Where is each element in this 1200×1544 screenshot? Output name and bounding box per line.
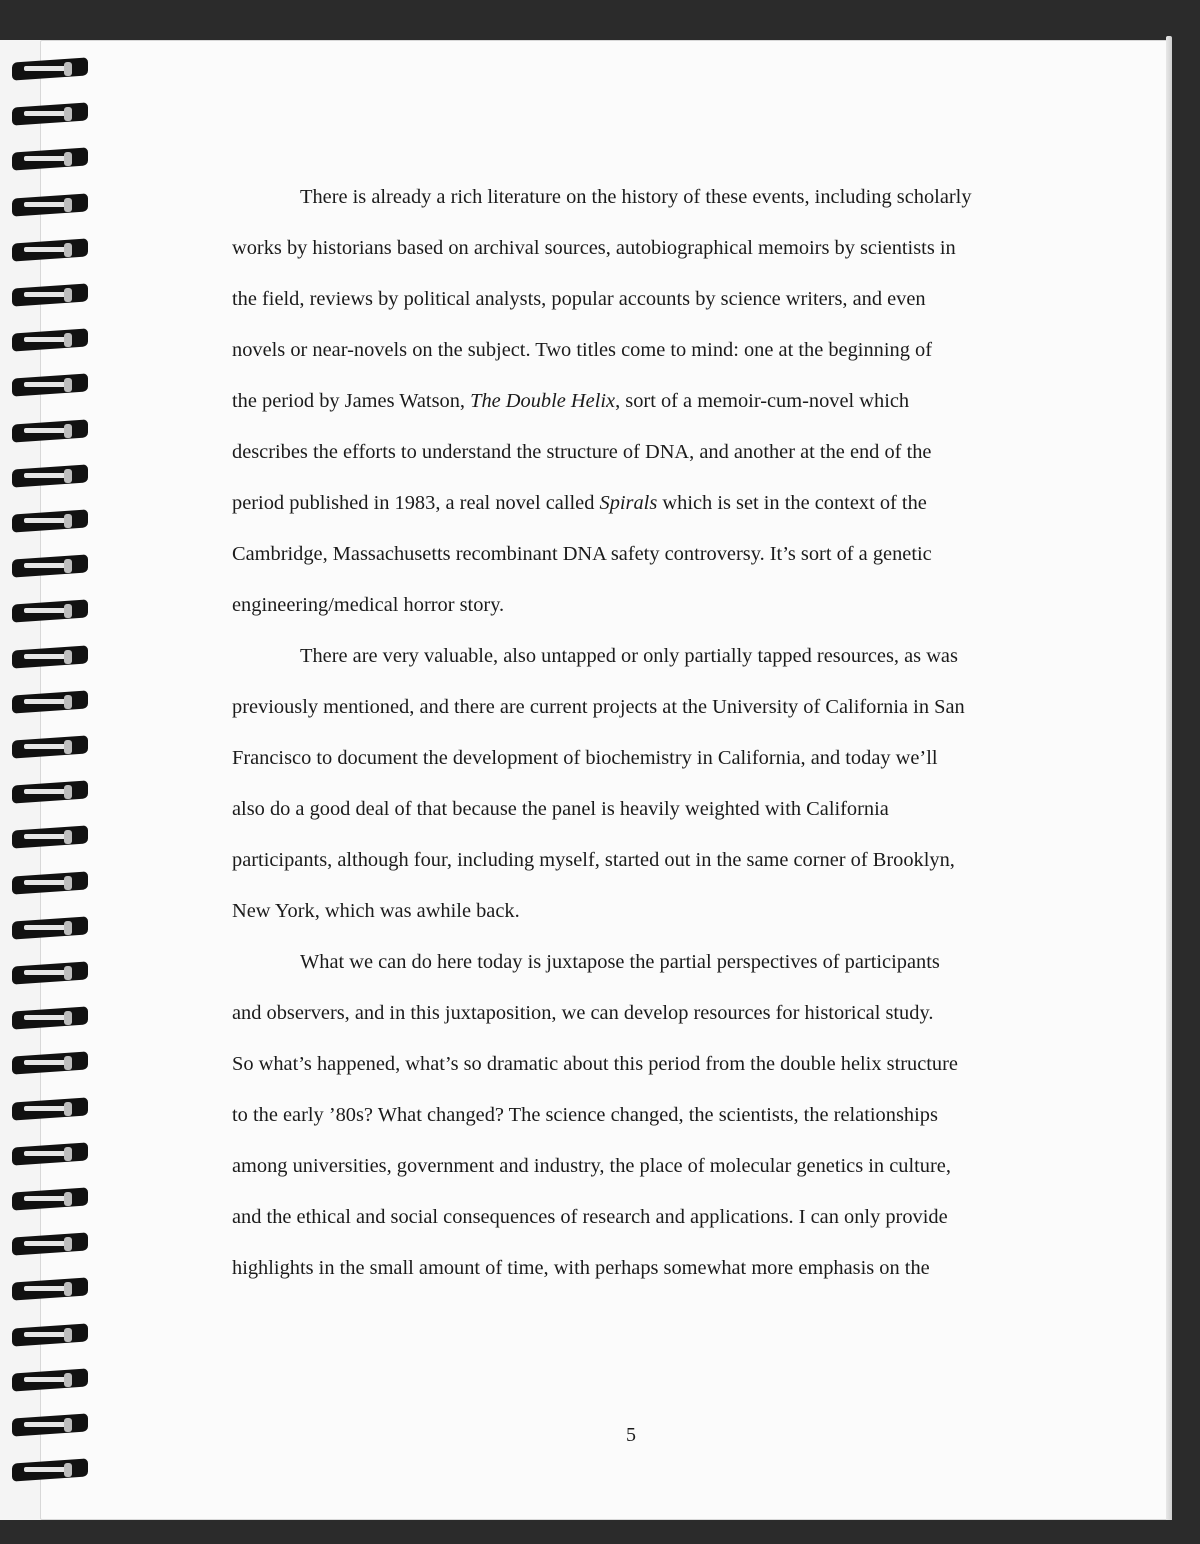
text-line: among universities, government and industry, the place of molecular genetics in culture, bbox=[232, 1155, 951, 1177]
punch-hole bbox=[64, 333, 72, 347]
punch-hole bbox=[64, 152, 72, 166]
text-line: and observers, and in this juxtaposition, we can develop resources for historical study. bbox=[232, 1002, 934, 1024]
punch-hole bbox=[64, 1282, 72, 1296]
binding-coil bbox=[12, 962, 92, 984]
text-line: There are very valuable, also untapped or only partially tapped resources, as was bbox=[300, 645, 958, 667]
punch-hole bbox=[64, 1373, 72, 1387]
punch-hole bbox=[64, 604, 72, 618]
binding-coil bbox=[12, 465, 92, 487]
text-segment: , sort of a memoir-cum-novel which bbox=[615, 390, 910, 412]
body-text bbox=[232, 172, 1052, 1294]
text-line bbox=[232, 478, 1052, 529]
punch-hole bbox=[64, 559, 72, 573]
binding-coil bbox=[12, 329, 92, 351]
punch-hole bbox=[64, 966, 72, 980]
text-line: the field, reviews by political analysts, popular accounts by science writers, and even bbox=[232, 288, 926, 310]
binding-coil bbox=[12, 194, 92, 216]
text-line: participants, although four, including myself, started out in the same corner of Brooklyn, bbox=[232, 849, 955, 871]
binding-coil bbox=[12, 1278, 92, 1300]
binding-coil bbox=[12, 58, 92, 80]
punch-hole bbox=[64, 198, 72, 212]
binding-coil bbox=[12, 510, 92, 532]
binding-coil bbox=[12, 826, 92, 848]
text-segment: period published in 1983, a real novel called bbox=[232, 492, 600, 514]
binding-coil bbox=[12, 1459, 92, 1481]
punch-hole bbox=[64, 1147, 72, 1161]
binding-coil bbox=[12, 646, 92, 668]
binding-coil bbox=[12, 736, 92, 758]
paragraph-1 bbox=[232, 172, 1052, 631]
binding-coil bbox=[12, 103, 92, 125]
binding-coil bbox=[12, 1098, 92, 1120]
binding-coil bbox=[12, 1414, 92, 1436]
text-line: previously mentioned, and there are current projects at the University of California in San bbox=[232, 696, 965, 718]
text-line: describes the efforts to understand the structure of DNA, and another at the end of the bbox=[232, 441, 932, 463]
punch-hole bbox=[64, 1192, 72, 1206]
text-line: highlights in the small amount of time, with perhaps somewhat more emphasis on the bbox=[232, 1257, 930, 1279]
binding-coil bbox=[12, 1188, 92, 1210]
text-line: New York, which was awhile back. bbox=[232, 900, 520, 922]
punch-hole bbox=[64, 1237, 72, 1251]
text-line: There is already a rich literature on the history of these events, including scholarly bbox=[300, 186, 972, 208]
binding-coil bbox=[12, 781, 92, 803]
punch-hole bbox=[64, 424, 72, 438]
punch-hole bbox=[64, 62, 72, 76]
binding-coil bbox=[12, 1369, 92, 1391]
text-segment: the period by James Watson, bbox=[232, 390, 471, 412]
binding-coil bbox=[12, 600, 92, 622]
punch-hole bbox=[64, 876, 72, 890]
punch-hole bbox=[64, 243, 72, 257]
punch-hole bbox=[64, 740, 72, 754]
punch-hole bbox=[64, 1418, 72, 1432]
punch-hole bbox=[64, 785, 72, 799]
text-line: Francisco to document the development of biochemistry in California, and today we’ll bbox=[232, 747, 938, 769]
book-title-spirals: Spirals bbox=[599, 492, 658, 514]
text-line: Cambridge, Massachusetts recombinant DNA safety controversy. It’s sort of a genetic bbox=[232, 543, 932, 565]
punch-hole bbox=[64, 1056, 72, 1070]
spiral-binding bbox=[0, 58, 96, 1508]
punch-hole bbox=[64, 378, 72, 392]
binding-coil bbox=[12, 1233, 92, 1255]
paragraph-2 bbox=[232, 631, 1052, 937]
text-line: So what’s happened, what’s so dramatic about this period from the double helix structure bbox=[232, 1053, 958, 1075]
binding-coil bbox=[12, 1324, 92, 1346]
page-number: 5 bbox=[626, 1424, 636, 1446]
punch-hole bbox=[64, 1328, 72, 1342]
binding-coil bbox=[12, 374, 92, 396]
text-line: What we can do here today is juxtapose the partial perspectives of participants bbox=[300, 951, 940, 973]
binding-coil bbox=[12, 284, 92, 306]
binding-coil bbox=[12, 148, 92, 170]
punch-hole bbox=[64, 107, 72, 121]
punch-hole bbox=[64, 1011, 72, 1025]
binding-coil bbox=[12, 239, 92, 261]
text-line: engineering/medical horror story. bbox=[232, 594, 505, 616]
punch-hole bbox=[64, 650, 72, 664]
punch-hole bbox=[64, 830, 72, 844]
binding-coil bbox=[12, 1143, 92, 1165]
text-segment: which is set in the context of the bbox=[657, 492, 927, 514]
punch-hole bbox=[64, 469, 72, 483]
punch-hole bbox=[64, 514, 72, 528]
binding-coil bbox=[12, 872, 92, 894]
text-line: works by historians based on archival sources, autobiographical memoirs by scientists in bbox=[232, 237, 956, 259]
binding-coil bbox=[12, 1007, 92, 1029]
text-line bbox=[232, 376, 1052, 427]
text-line: to the early ’80s? What changed? The science changed, the scientists, the relationships bbox=[232, 1104, 938, 1126]
punch-hole bbox=[64, 695, 72, 709]
text-line: novels or near-novels on the subject. Two titles come to mind: one at the beginning of bbox=[232, 339, 932, 361]
book-title-double-helix: The Double Helix bbox=[470, 390, 616, 412]
binding-coil bbox=[12, 420, 92, 442]
binding-coil bbox=[12, 917, 92, 939]
bottom-background bbox=[0, 1520, 1200, 1544]
punch-hole bbox=[64, 1463, 72, 1477]
page-edge bbox=[1166, 36, 1172, 1526]
binding-coil bbox=[12, 1052, 92, 1074]
punch-hole bbox=[64, 288, 72, 302]
binding-coil bbox=[12, 691, 92, 713]
punch-hole bbox=[64, 1102, 72, 1116]
binding-coil bbox=[12, 555, 92, 577]
paragraph-3 bbox=[232, 937, 1052, 1294]
text-line: also do a good deal of that because the panel is heavily weighted with California bbox=[232, 798, 889, 820]
punch-hole bbox=[64, 921, 72, 935]
text-line: and the ethical and social consequences of research and applications. I can only provide bbox=[232, 1206, 948, 1228]
